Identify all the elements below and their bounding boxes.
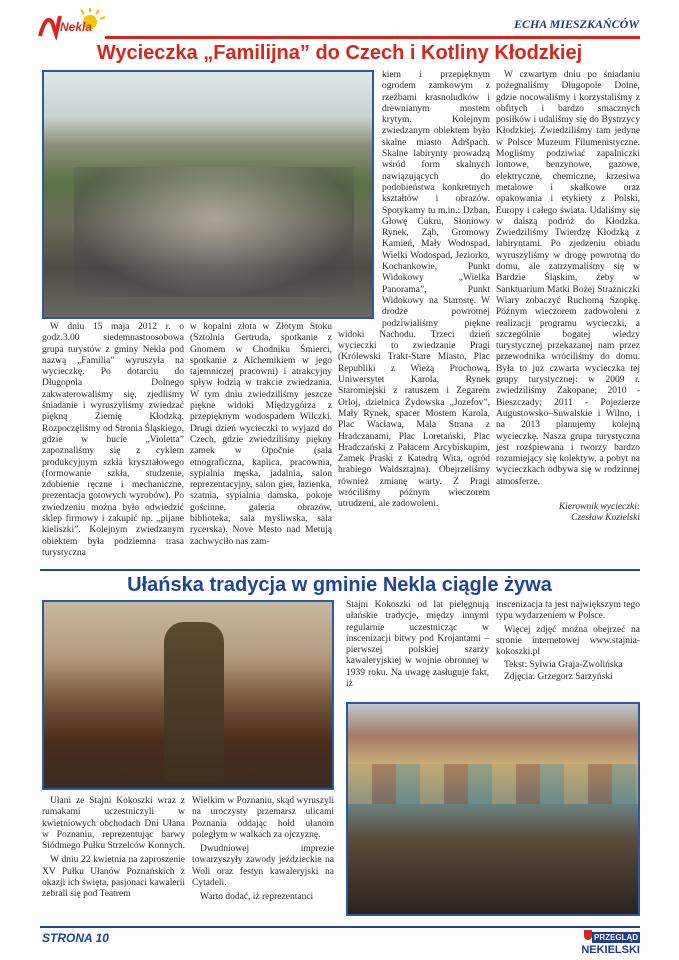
article2-column-4: inscenizacja ta jest największym tego typu wydarzeniem w Polsce. Więcej zdjęć można obejrzeć na stronie internetowej www.stajnia-kokoszki.pl Tekst: Sylwia Graja-Zwolińska Zdjęcia: Grzegorz Sarzyński — [496, 600, 640, 682]
article1-column-4: W czwartym dniu po śniadaniu pożegnaliśmy Długopole Dolne, gdzie nocowaliśmy i korzystaliśmy z obfitych i bardzo smacznych posiłków i udaliśmy się do Bystrzycy Kłodzkiej. Zwiedziliśmy tam jedyne w Polsce Muzeum Filumenistyczne. Mogliśmy podziwiać zapalniczki lontowe, benzynowe, gazowe, elektryczne, chemiczne, krzesiwa metalowe i skałkowe oraz opakowania i etykiety z Polski, Europy i całego świata. Udaliśmy się w dalszą podróż do Kłodzka. Zwiedziliśmy Twierdzę Kłodzką z labiryntami. Po zjedzeniu obiadu wyruszyliśmy w drogę powrotną do domu, ale zatrzymaliśmy się w Bardzie Śląskim, żeby w Sanktuarium Matki Bożej Strażniczki Wiary zobaczyć Ruchomą Szopkę. Późnym wieczorem zadowoleni z realizacji programu wycieczki, a szczególnie bogatej wiedzy turystycznej przekazanej nam przez przewodnika wróciliśmy do domu. Była to już czwarta wycieczka tej grupy turystycznej: w 2009 r. zwiedziliśmy Zakopane; 2010 - Bieszczady; 2011 - Pojezierze Augustowsko–Suwalskie i Wilno, i na 2013 planujemy kolejną wycieczkę. Nasza grupa turystyczna jest rozśpiewana i tworzy bardzo rozumiejący się kolektyw, a pobyt na wycieczkach odbywa się w rodzinnej atmosferze. Kierownik wycieczki: Czesław Kozielski — [496, 70, 640, 524]
section-label: ECHA MIESZKAŃCÓW — [513, 17, 639, 31]
footer-rule — [40, 926, 640, 928]
uhlans-on-horseback-photo — [42, 600, 334, 790]
section-divider — [40, 569, 640, 571]
header-rule — [105, 36, 640, 39]
page-number: STRONA 10 — [42, 931, 109, 945]
article2-title: Ułańska tradycja w gminie Nekla ciągle żywa — [127, 574, 552, 596]
article-title: Wycieczka „Familijna” do Czech i Kotliny Kłodzkiej — [96, 42, 583, 64]
uhlans-market-square-photo — [346, 702, 640, 916]
article1-column-3: kiem i przepięknym ogrodem zamkowym z rzeźbami krasnoludków i drewnianym mostem krytym. Kolejnym zwiedzanym obiektem było skalne miasto Adršpach. Skalne labirynty prowadzą wśród form skalnych nawiązujących do podobieństwa konkretnych kształtów i obrazów. Spotykamy tu m.in.: Dzban, Głowę Cukru, Słoniowy Rynek, Ząb, Gromowy Kamień, Mały Wodospad, Wielki Wodospad, Jeziorko, Kochankowie, Punkt Widokowy „Wielka Panorama”, Punkt Widokowy na Starostę. W drodze powrotnej podziwialiśmy piękne widoki Nachodu. Trzeci dzień wycieczki to zwiedzanie Pragi (Królewski Trakt-Stare Miasto, Plac Republiki z Wieżą Prochową, Uniwersytet Karola, Rynek Staromiejski z ratuszem i Zegarem Orloj, dzielnica Żydowska „Jozefov”, Mały Rynek, spacer Mostem Karola, Plac Wacława, Mala Strana z Hradczanami, Plac Loretański, Plac Hradczański z Pałacem Arcybiskupim, Zamek Praski z Katedrą Wita, ogród hrabiego Waldsztajna). Obejrzeliśmy również zmianę warty. Z Pragi wróciliśmy późnym wieczorem utrudzeni, ale zadowoleni. — [338, 70, 490, 510]
crest-icon — [584, 930, 592, 940]
svg-text:Nekla: Nekla — [60, 20, 93, 34]
article2-column-1: Ułani ze Stajni Kokoszki wraz z rumakami uczestniczyli w kwietniowych obchodach Dni Ułana w Poznaniu, reprezentując barwy Siódmego Pułku Strzelców Konnych. W dniu 22 kwietnia na zaproszenie XV Pułku Ułanów Poznańskich z okazji ich święta, pasjonaci kawalerii zebrali się pod Teatrem — [42, 796, 186, 900]
przeglad-nekielski-logo: PRZEGLĄD NEKIELSKI — [581, 930, 640, 956]
group-photo — [42, 70, 374, 319]
article1-column-2: w kopalni złota w Złotym Stoku (Sztolnia Gertruda, spotkanie z Gnomem w Chodniku Śmierci, spotkanie z Alchemikiem w jego tajemniczej pracowni) i atrakcyjny spływ łodzią w trakcie zwiedzania. W tym dniu zwiedziliśmy jeszcze piękne widoki Międzygórza z przepięknym wodospadem Wilczki. Drugi dzień wycieczki to wyjazd do Czech, gdzie zwiedziliśmy piękny zamek w Opočnie (sala etnograficzna, kaplica, pracownia, sypialnia męska, jadalnia, salon reprezentacyjny, salon gier, łazienka, szatnia, sypialnia damska, pokoje gościnne, galeria obrazów, biblioteka, sala myśliwska, sala rycerska). Nove Mesto nad Metują zachwyciło nas zam- — [190, 322, 332, 547]
photo-credit: Zdjęcia: Grzegorz Sarzyński — [504, 671, 613, 682]
photo-wrap-space — [338, 70, 382, 320]
article1-column-1: W dniu 15 maja 2012 r. o godz.3.00 siedemnastoosobowa grupa turystów z gminy Nekla pod nazwą „Familia” wyruszyła na wycieczkę. Po dotarciu do Długopola Dolnego zakwaterowaliśmy się, zjedliśmy śniadanie i wyruszyliśmy zwiedzać piękną Ziemię Kłodzką. Rozpoczęliśmy od Stronia Śląskiego, gdzie w hucie „Violetta” zapoznaliśmy się z cyklem produkcyjnym szkła kryształowego (formowanie szkła, studzenie, zdobienie ręczne i mechaniczne, prezentacja gotowych wyrobów). Po zwiedzeniu można było odwiedzić sklep firmowy i zakupić np. „pijane kieliszki”. Kolejnym zwiedzanym obiektem była podziemna trasa turystyczna — [42, 322, 184, 558]
article2-column-3: Stajni Kokoszki od lat pielęgnują ułańskie tradycje, między innymi regularnie uczestnicząc w inscenizacji bitwy pod Krojantami – pierwszej polskiej szarży kawaleryjskiej w wojnie obronnej w 1939 roku. Na uwagę zasługuje fakt, iż — [346, 600, 489, 690]
signature-name: Czesław Kozielski — [571, 513, 640, 524]
sun-icon — [38, 8, 108, 40]
article2-column-2: Wielkim w Poznaniu, skąd wyruszyli na uroczysty przemarsz ulicami Poznania oddając hołd ułanom poległym w walkach za ojczyznę. Dwudniowej imprezie towarzyszyły zawody jeździeckie na Woli oraz festyn kawaleryjski na Cytadeli. Warto dodać, iż reprezentanci — [192, 796, 334, 903]
text-credit: Tekst: Sylwia Graja-Zwolińska — [504, 660, 623, 671]
nekla-logo — [38, 8, 108, 40]
signature-role: Kierownik wycieczki: — [558, 501, 640, 512]
